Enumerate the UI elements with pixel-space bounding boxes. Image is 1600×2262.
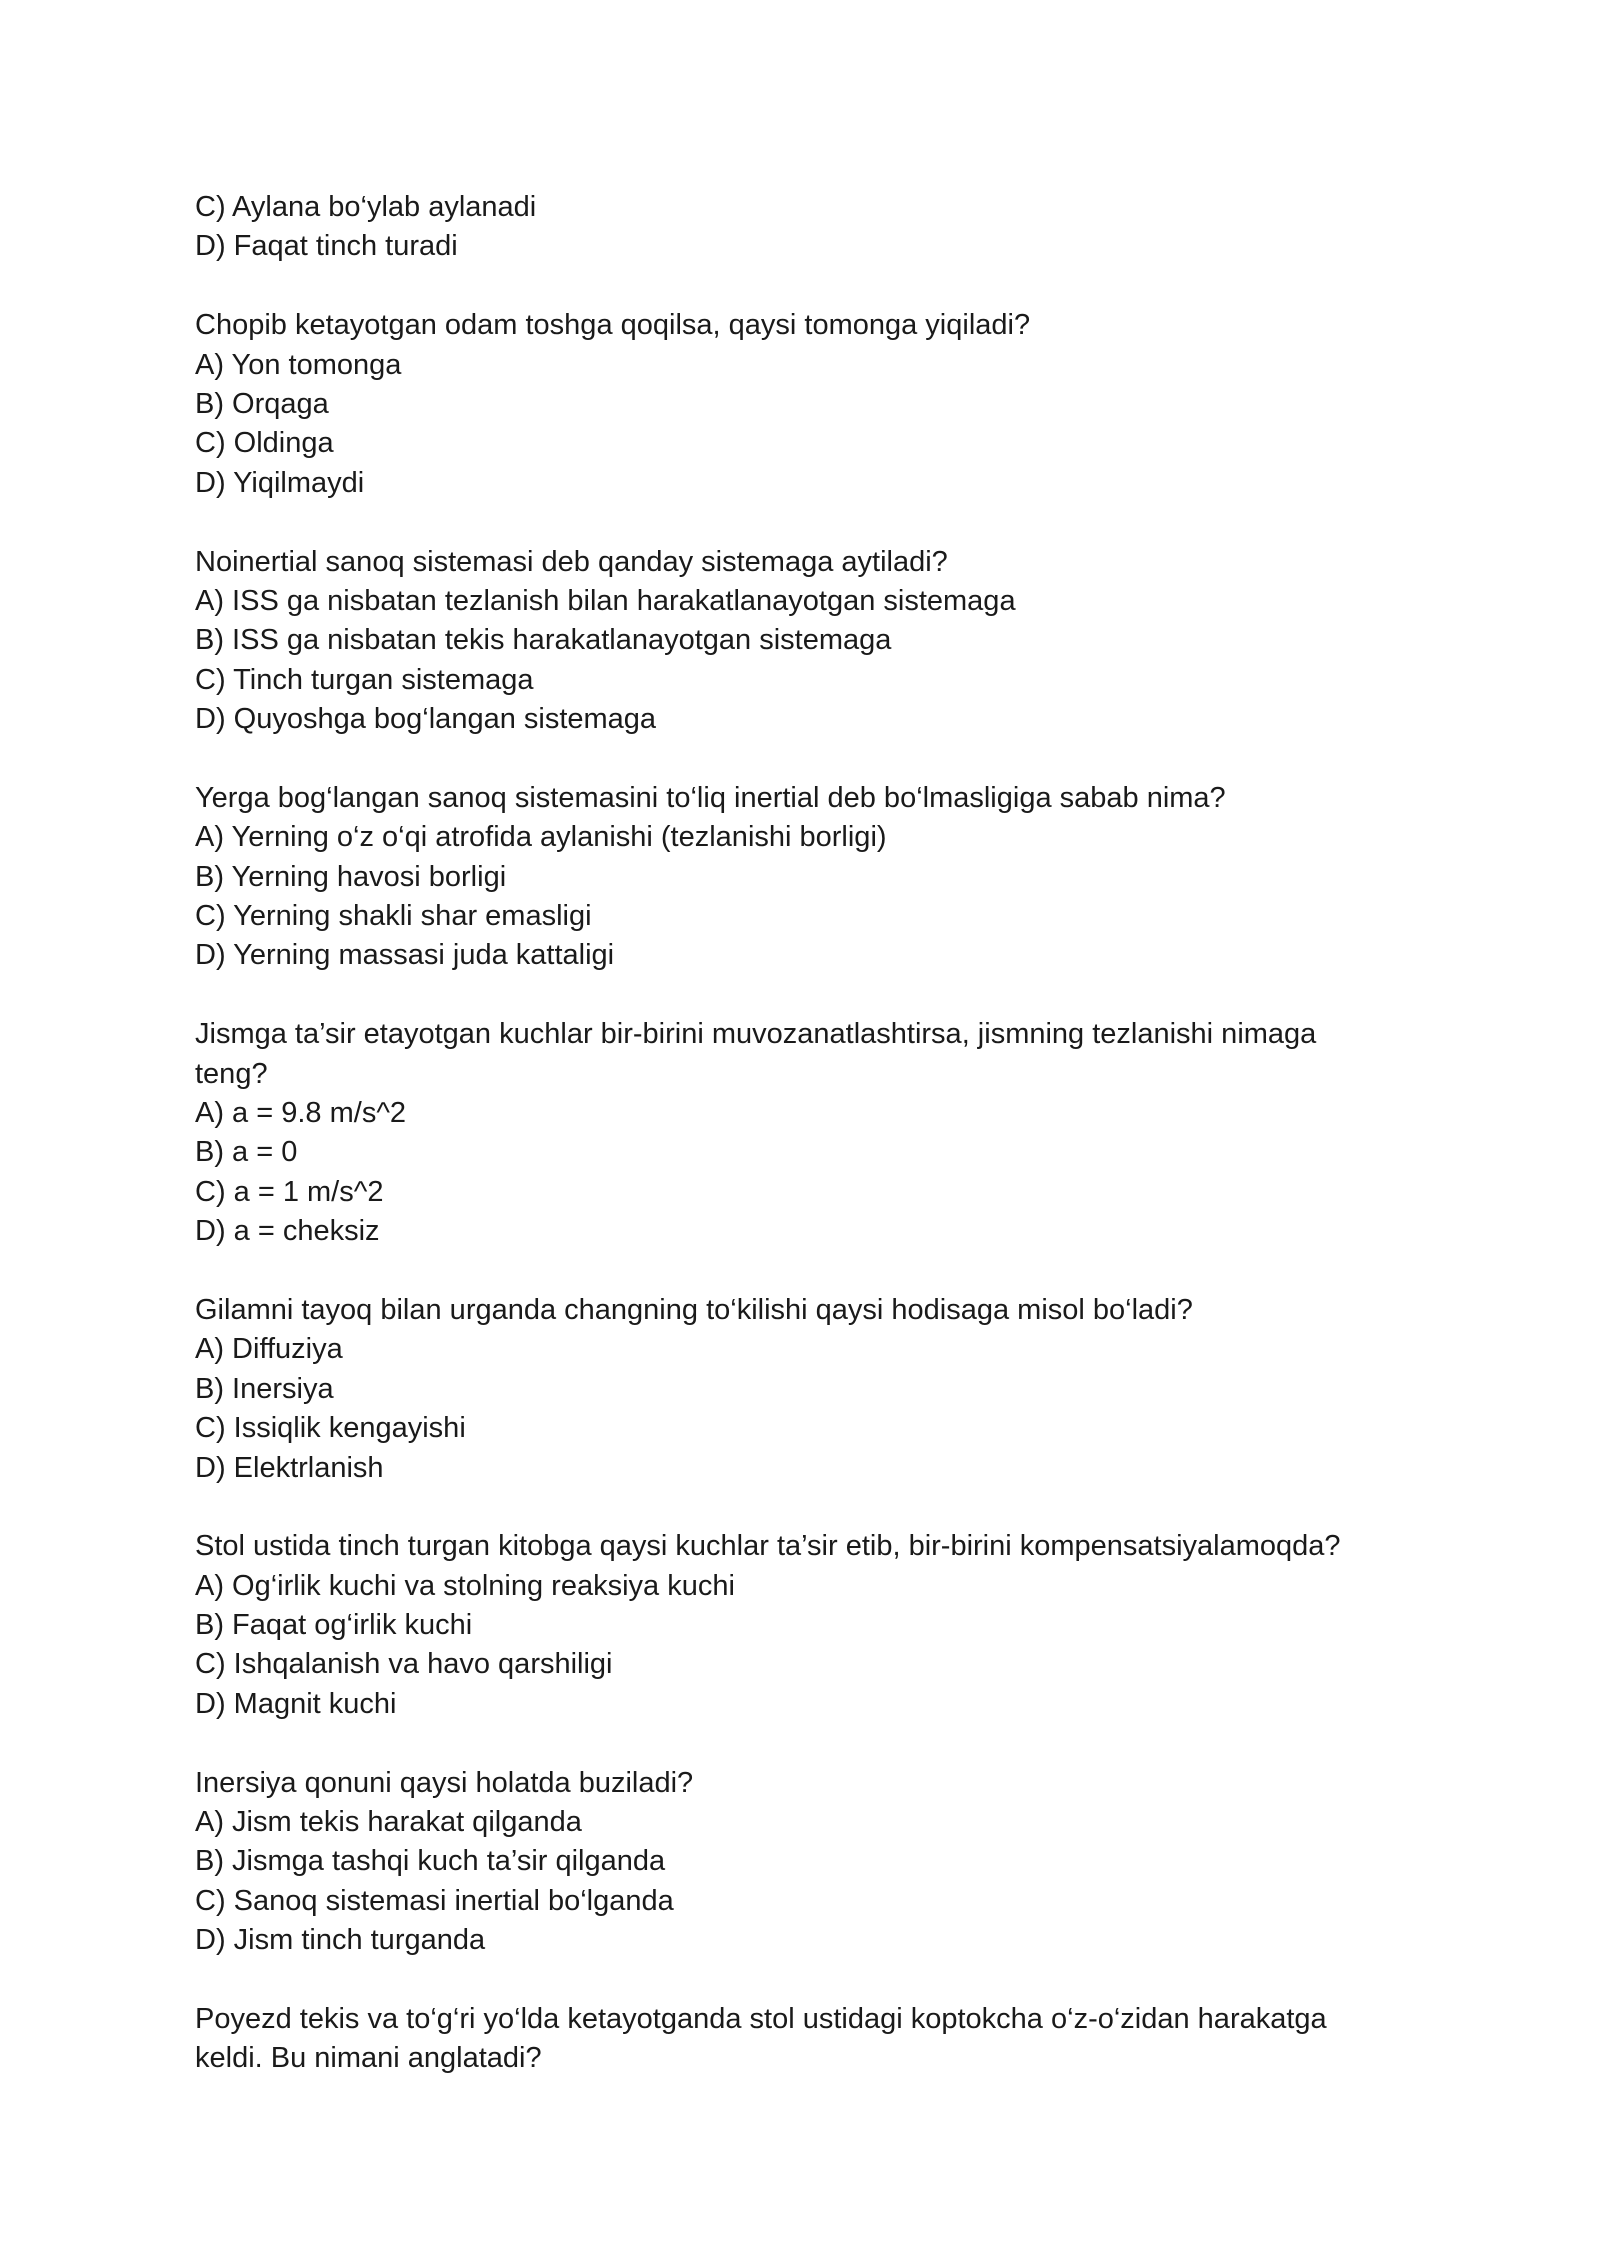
option-text: C) a = 1 m/s^2 bbox=[195, 1175, 384, 1208]
blank-line bbox=[195, 1724, 1425, 1763]
option-text: C) Yerning shakli shar emasligi bbox=[195, 900, 592, 933]
blank-line bbox=[195, 976, 1425, 1015]
document-page bbox=[195, 188, 1425, 2079]
option-text: D) a = cheksiz bbox=[195, 1215, 380, 1248]
option-text: B) Orqaga bbox=[195, 387, 329, 420]
option-text: B) a = 0 bbox=[195, 1136, 298, 1169]
question-block bbox=[195, 779, 1425, 976]
option-text: A) ISS ga nisbatan tezlanish bilan harakatlanayotgan sistemaga bbox=[195, 584, 1016, 617]
question-text: Yerga bog‘langan sanoq sistemasini to‘liq inertial deb bo‘lmasligiga sabab nima? bbox=[195, 781, 1226, 814]
question-text: keldi. Bu nimani anglatadi? bbox=[195, 2042, 542, 2075]
question-text: Chopib ketayotgan odam toshga qoqilsa, qaysi tomonga yiqiladi? bbox=[195, 309, 1031, 342]
lead-options bbox=[195, 188, 1425, 267]
option-text: D) Yerning massasi juda kattaligi bbox=[195, 939, 615, 972]
question-block bbox=[195, 1015, 1425, 1251]
option-text: C) Ishqalanish va havo qarshiligi bbox=[195, 1648, 613, 1681]
question-text: Poyezd tekis va to‘g‘ri yo‘lda ketayotganda stol ustidagi koptokcha o‘z-o‘zidan harakatga bbox=[195, 2002, 1327, 2035]
question-text: Inersiya qonuni qaysi holatda buziladi? bbox=[195, 1766, 694, 1799]
option-text: A) Diffuziya bbox=[195, 1333, 343, 1366]
option-text: D) Yiqilmaydi bbox=[195, 466, 365, 499]
question-block bbox=[195, 543, 1425, 740]
question-block bbox=[195, 1527, 1425, 1724]
option-text: D) Quyoshga bog‘langan sistemaga bbox=[195, 703, 657, 736]
option-text: D) Faqat tinch turadi bbox=[195, 230, 458, 263]
option-text: A) Yon tomonga bbox=[195, 348, 402, 381]
question-list bbox=[195, 267, 1425, 2079]
question-text: Gilamni tayoq bilan urganda changning to‘kilishi qaysi hodisaga misol bo‘ladi? bbox=[195, 1293, 1193, 1326]
blank-line bbox=[195, 503, 1425, 542]
blank-line bbox=[195, 267, 1425, 306]
option-text: B) Jismga tashqi kuch ta’sir qilganda bbox=[195, 1845, 666, 1878]
option-text: A) Og‘irlik kuchi va stolning reaksiya kuchi bbox=[195, 1569, 735, 1602]
blank-line bbox=[195, 1488, 1425, 1527]
option-text: C) Issiqlik kengayishi bbox=[195, 1412, 466, 1445]
option-text: D) Jism tinch turganda bbox=[195, 1924, 486, 1957]
blank-line bbox=[195, 739, 1425, 778]
option-text: C) Oldinga bbox=[195, 427, 334, 460]
option-text: B) ISS ga nisbatan tekis harakatlanayotgan sistemaga bbox=[195, 624, 892, 657]
question-block bbox=[195, 2000, 1425, 2079]
question-text: Jismga ta’sir etayotgan kuchlar bir-birini muvozanatlashtirsa, jismning tezlanishi nimaga bbox=[195, 1018, 1317, 1051]
question-block bbox=[195, 1764, 1425, 1961]
option-text: A) Jism tekis harakat qilganda bbox=[195, 1806, 582, 1839]
blank-line bbox=[195, 1252, 1425, 1291]
option-text: C) Aylana bo‘ylab aylanadi bbox=[195, 191, 537, 223]
question-block bbox=[195, 306, 1425, 503]
option-text: B) Yerning havosi borligi bbox=[195, 860, 507, 893]
option-text: C) Sanoq sistemasi inertial bo‘lganda bbox=[195, 1884, 674, 1917]
option-text: C) Tinch turgan sistemaga bbox=[195, 663, 534, 696]
option-text: D) Magnit kuchi bbox=[195, 1687, 397, 1720]
question-text: teng? bbox=[195, 1057, 268, 1090]
question-block bbox=[195, 1291, 1425, 1488]
option-text: A) Yerning o‘z o‘qi atrofida aylanishi (tezlanishi borligi) bbox=[195, 821, 887, 854]
option-text: A) a = 9.8 m/s^2 bbox=[195, 1096, 407, 1129]
question-text: Noinertial sanoq sistemasi deb qanday sistemaga aytiladi? bbox=[195, 545, 948, 578]
option-text: B) Faqat og‘irlik kuchi bbox=[195, 1609, 473, 1642]
question-text: Stol ustida tinch turgan kitobga qaysi kuchlar ta’sir etib, bir-birini kompensatsiyalamoqda? bbox=[195, 1530, 1341, 1563]
option-text: B) Inersiya bbox=[195, 1372, 334, 1405]
blank-line bbox=[195, 1961, 1425, 2000]
option-text: D) Elektrlanish bbox=[195, 1451, 384, 1484]
